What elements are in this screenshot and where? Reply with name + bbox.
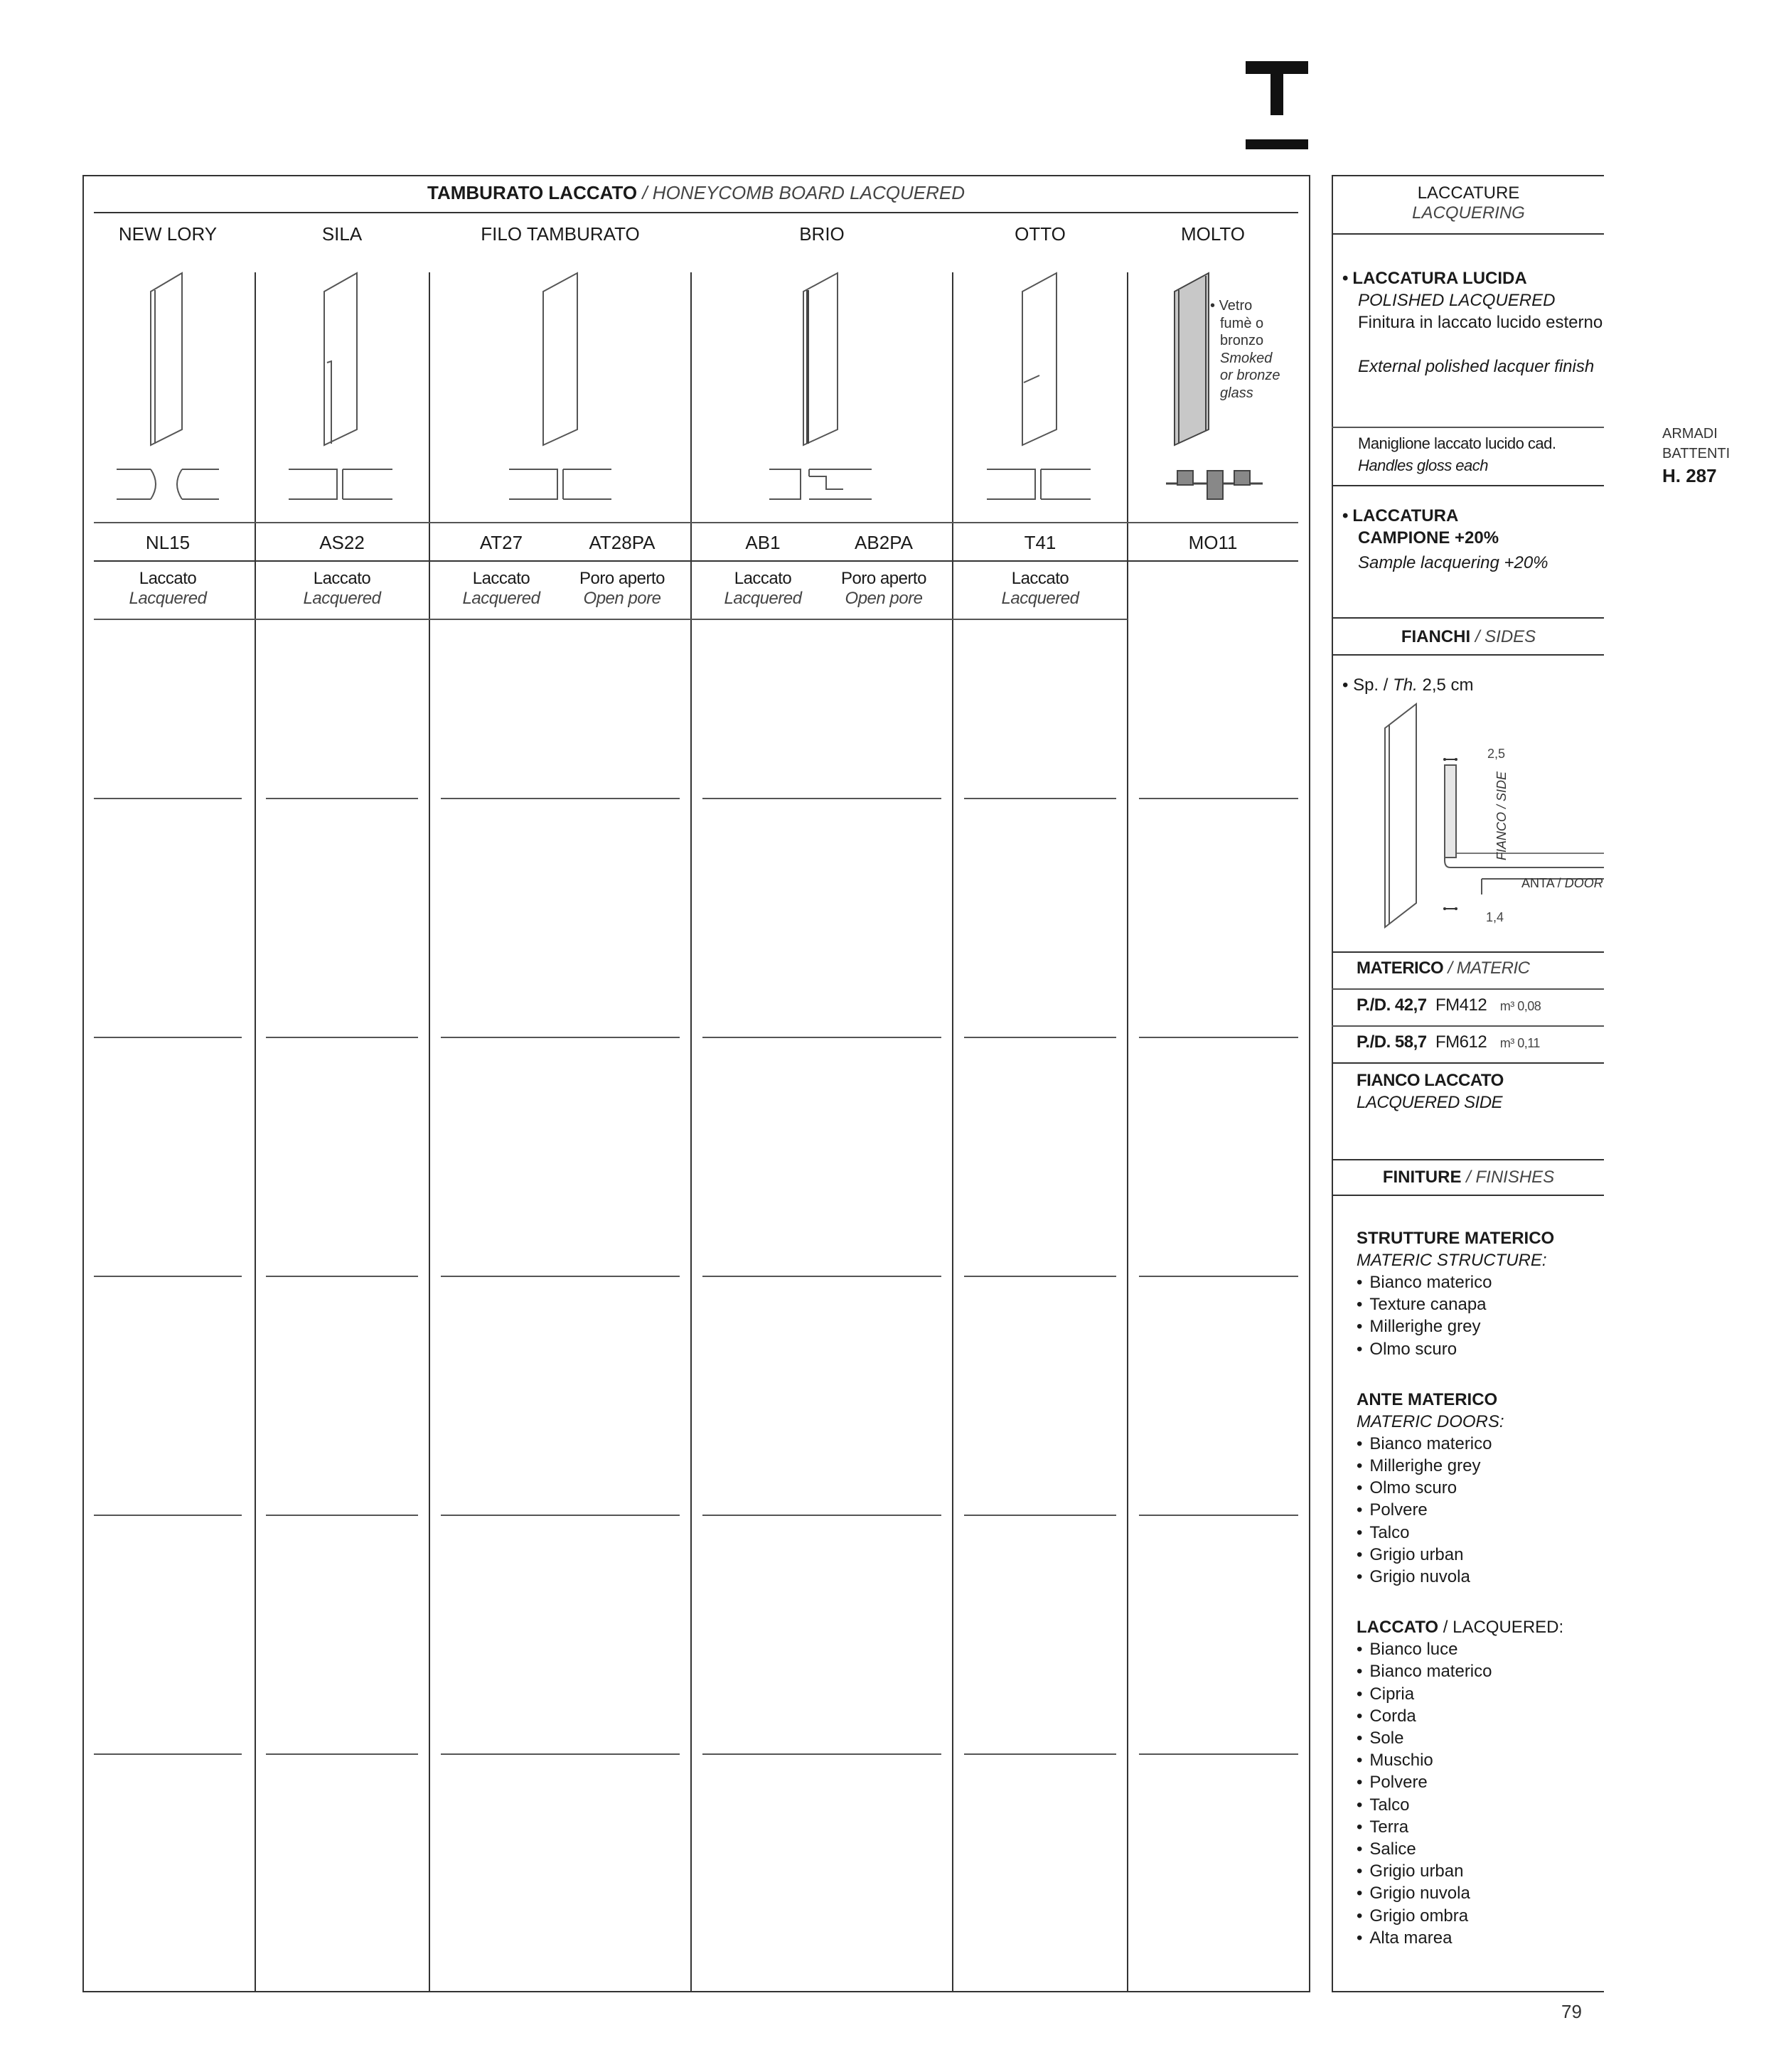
door-label: ANTA / DOOR [1521,876,1603,890]
list-item: • Terra [1357,1816,1598,1838]
code-ab1: AB1 [745,532,781,553]
door-icon-brio [769,273,872,499]
grid-row-divider [964,1276,1116,1277]
molto-glass-note: • Vetro fumè o bronzo Smoked or bronze glass [1210,298,1280,401]
finish-ab1: Laccato Lacquered [724,569,802,608]
finish-ab2pa: Poro aperto Open pore [841,569,926,608]
grid-row-divider [266,1515,418,1516]
grid-row-divider [441,1037,680,1038]
materic-row-1: P./D. 42,7 FM412 m³ 0,08 [1357,995,1541,1015]
model-otto: OTTO [1015,223,1066,245]
grid-row-divider [702,798,941,799]
finishes-title: FINITURE / FINISHES [1382,1168,1555,1187]
side-panel-drawing [1379,703,1604,930]
grid-row-divider [1139,1037,1298,1038]
grid-row-divider [94,1515,242,1516]
materic-title: MATERICO / MATERIC [1357,958,1530,978]
grid-row-divider [964,1037,1116,1038]
side-label: FIANCO / SIDE [1494,771,1509,860]
lacquered-side: FIANCO LACCATO LACQUERED SIDE [1357,1071,1504,1112]
list-item: • Grigio ombra [1357,1905,1598,1927]
list-item: • Sole [1357,1727,1598,1749]
grid-row-divider [94,1753,242,1755]
grid-row-divider [1139,1276,1298,1277]
lacquered-colors-list [1357,1638,1598,1949]
code-ab2pa: AB2PA [855,532,913,553]
model-filo-tamburato: FILO TAMBURATO [481,223,640,245]
page-number: 79 [1561,2001,1582,2022]
code-at28pa: AT28PA [589,532,656,553]
grid-row-divider [266,1753,418,1755]
door-icon-sila [289,273,392,499]
finish-at28pa: Poro aperto Open pore [579,569,665,608]
dim-bottom: 1,4 [1486,910,1504,924]
materic-structure-list [1357,1271,1598,1360]
finish-t41: Laccato Lacquered [1001,569,1079,608]
list-item: • Corda [1357,1705,1598,1727]
sides-title: FIANCHI / SIDES [1401,627,1536,646]
grid-row-divider [94,798,242,799]
grid-row-divider [441,1753,680,1755]
finish-at27: Laccato Lacquered [462,569,540,608]
materic-doors-list [1357,1433,1598,1588]
polished-lacquering: • LACCATURA LUCIDA POLISHED LACQUERED Finitura in laccato lucido esterno External polished lacquer finish [1342,269,1603,376]
grid-row-divider [964,798,1116,799]
grid-row-divider [702,1276,941,1277]
list-item: • Polvere [1357,1499,1598,1521]
grid-row-divider [1139,1753,1298,1755]
list-item: • Grigio urban [1357,1544,1598,1566]
brand-logo [1246,61,1308,152]
grid-row-divider [1139,1515,1298,1516]
door-icon-new-lory [117,273,219,499]
model-molto: MOLTO [1180,223,1246,245]
door-drawings [82,263,1310,519]
grid-row-divider [94,1037,242,1038]
list-item: • Grigio urban [1357,1860,1598,1882]
grid-row-divider [266,798,418,799]
list-item: • Bianco luce [1357,1638,1598,1660]
model-new-lory: NEW LORY [118,223,218,245]
list-item: • Texture canapa [1357,1293,1598,1315]
grid-row-divider [94,1276,242,1277]
finish-new-lory: Laccato Lacquered [129,569,207,608]
grid-row-divider [702,1515,941,1516]
grid-row-divider [1139,798,1298,799]
grid-row-divider [702,1037,941,1038]
door-icon-otto [987,273,1091,499]
grid-row-divider [266,1037,418,1038]
list-item: • Bianco materico [1357,1660,1598,1682]
grid-row-divider [441,1276,680,1277]
list-item: • Cipria [1357,1683,1598,1705]
code-as22: AS22 [319,532,365,553]
list-item: • Salice [1357,1838,1598,1860]
code-at27: AT27 [479,532,523,553]
category-label: ARMADI BATTENTI H. 287 [1662,426,1730,486]
list-item: • Millerighe grey [1357,1315,1598,1337]
door-icon-filo [509,273,611,499]
grid-row-divider [441,1515,680,1516]
materic-row-2: P./D. 58,7 FM612 m³ 0,11 [1357,1032,1540,1052]
list-item: • Grigio nuvola [1357,1882,1598,1904]
sample-lacquering: • LACCATURA CAMPIONE +20% Sample lacquering +20% [1342,506,1548,572]
model-brio: BRIO [799,223,845,245]
lacquering-title: LACCATURE LACQUERING [1412,183,1525,223]
list-item: • Millerighe grey [1357,1455,1598,1477]
list-item: • Talco [1357,1522,1598,1544]
handles-price: Maniglione laccato lucido cad. Handles gloss each [1358,434,1556,474]
finish-sila: Laccato Lacquered [303,569,381,608]
list-item: • Polvere [1357,1771,1598,1793]
list-item: • Olmo scuro [1357,1477,1598,1499]
list-item: • Olmo scuro [1357,1338,1598,1360]
code-mo11: MO11 [1188,532,1238,553]
list-item: • Alta marea [1357,1927,1598,1949]
grid-row-divider [702,1753,941,1755]
code-t41: T41 [1024,532,1056,553]
list-item: • Muschio [1357,1749,1598,1771]
list-item: • Talco [1357,1794,1598,1816]
list-item: • Grigio nuvola [1357,1566,1598,1588]
model-sila: SILA [321,223,363,245]
list-item: • Bianco materico [1357,1271,1598,1293]
grid-row-divider [964,1753,1116,1755]
table-title: TAMBURATO LACCATO / HONEYCOMB BOARD LACQUERED [427,182,965,203]
dim-top: 2,5 [1487,747,1506,761]
grid-row-divider [266,1276,418,1277]
grid-row-divider [964,1515,1116,1516]
side-thickness: • Sp. / Th. 2,5 cm [1342,675,1474,695]
code-nl15: NL15 [145,532,191,553]
list-item: • Bianco materico [1357,1433,1598,1455]
grid-row-divider [441,798,680,799]
finishes-lists: STRUTTURE MATERICO MATERIC STRUCTURE: • Bianco materico • Texture canapa • Millerighe grey • Olmo scuro ANTE MATERICO MATERIC DOORS: • Bianco materico • Millerighe grey • Olmo scuro • Polvere • Talco • Grigio urban • Grigio nuvola LACCATO / LACQUERED: • Bianco luce • Bianco materico • Cipria • Corda • Sole • Muschio • Polvere • Talco • Terra • Salice • Grigio urban • Grigio nuvola • Grigio ombra • Alta marea [1357,1227,1598,1949]
